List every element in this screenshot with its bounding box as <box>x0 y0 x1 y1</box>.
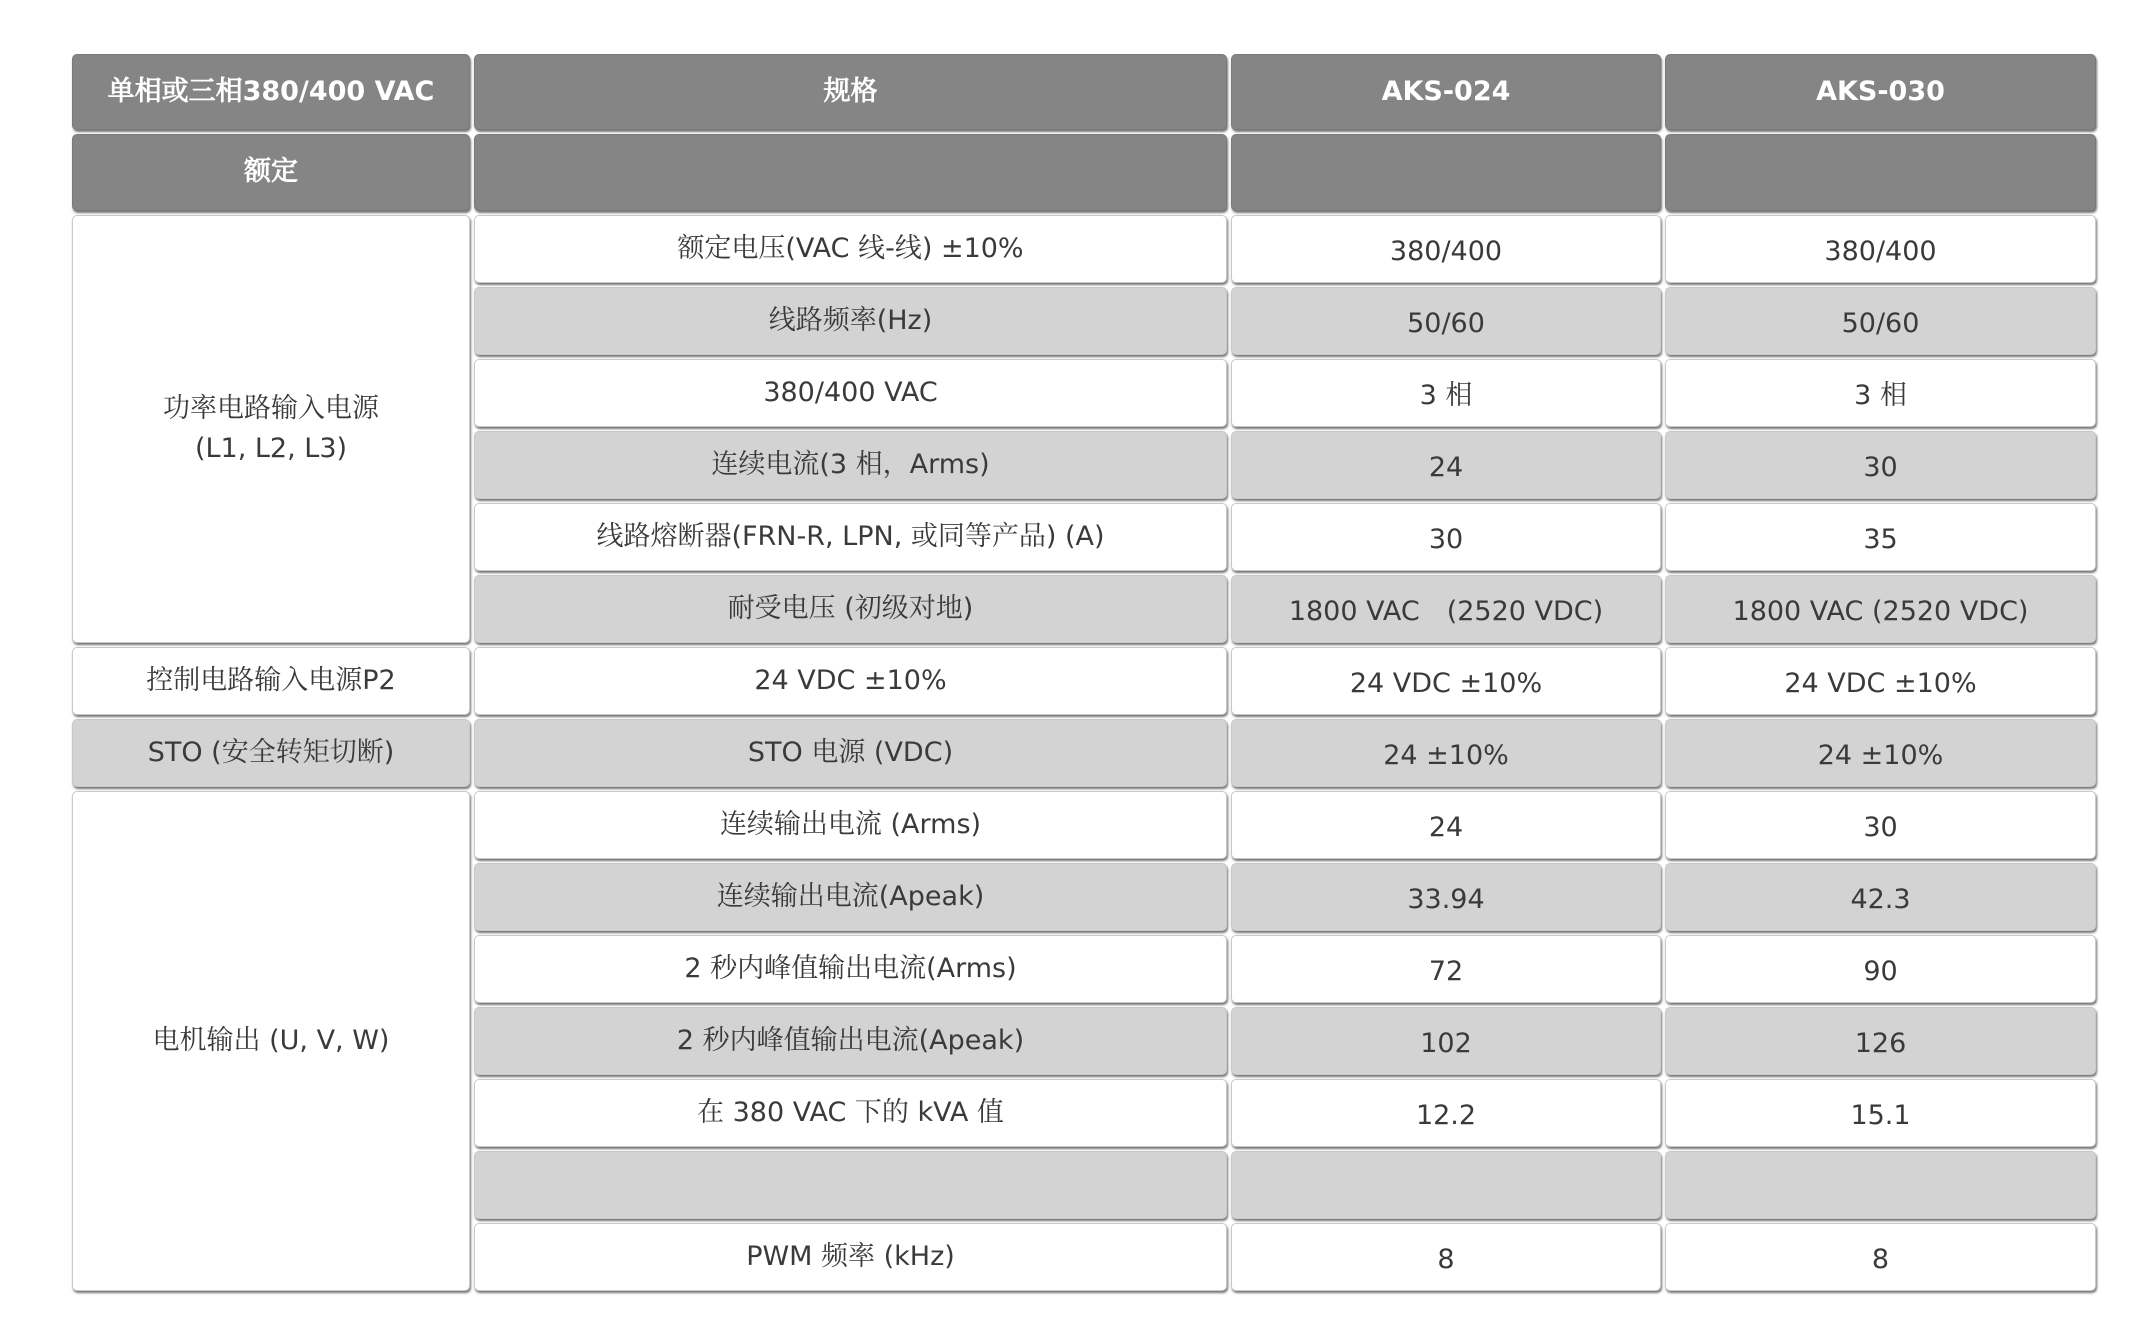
value-aks-024: 24 VDC ±10% <box>1231 647 1661 715</box>
header-blank <box>1665 134 2096 211</box>
spec-cell: 线路熔断器(FRN-R, LPN, 或同等产品) (A) <box>474 503 1227 571</box>
header-rated: 额定 <box>72 134 470 211</box>
header-voltage-class: 单相或三相380/400 VAC <box>72 54 470 130</box>
value-aks-024: 24 ±10% <box>1231 719 1661 787</box>
value-aks-024: 50/60 <box>1231 287 1661 355</box>
value-aks-030: 3 相 <box>1665 359 2096 427</box>
value-aks-024: 3 相 <box>1231 359 1661 427</box>
value-aks-030: 8 <box>1665 1223 2096 1291</box>
value-aks-030: 15.1 <box>1665 1079 2096 1147</box>
header-model-aks-030: AKS-030 <box>1665 54 2096 130</box>
value-aks-024: 12.2 <box>1231 1079 1661 1147</box>
value-aks-024: 30 <box>1231 503 1661 571</box>
spec-cell: 2 秒内峰值输出电流(Arms) <box>474 935 1227 1003</box>
spec-cell: 连续输出电流 (Arms) <box>474 791 1227 859</box>
value-aks-024 <box>1231 1151 1661 1219</box>
value-aks-030: 24 ±10% <box>1665 719 2096 787</box>
value-aks-030: 42.3 <box>1665 863 2096 931</box>
value-aks-030: 90 <box>1665 935 2096 1003</box>
value-aks-030: 1800 VAC (2520 VDC) <box>1665 575 2096 643</box>
spec-cell: 线路频率(Hz) <box>474 287 1227 355</box>
value-aks-024: 24 <box>1231 431 1661 499</box>
spec-cell: 2 秒内峰值输出电流(Apeak) <box>474 1007 1227 1075</box>
header-blank <box>474 134 1227 211</box>
value-aks-024: 8 <box>1231 1223 1661 1291</box>
spec-cell: 24 VDC ±10% <box>474 647 1227 715</box>
value-aks-024: 102 <box>1231 1007 1661 1075</box>
spec-cell: 连续电流(3 相，Arms) <box>474 431 1227 499</box>
value-aks-030: 380/400 <box>1665 215 2096 283</box>
value-aks-024: 33.94 <box>1231 863 1661 931</box>
spec-cell: STO 电源 (VDC) <box>474 719 1227 787</box>
header-blank <box>1231 134 1661 211</box>
group-sto: STO (安全转矩切断) <box>72 719 470 787</box>
value-aks-024: 380/400 <box>1231 215 1661 283</box>
value-aks-030 <box>1665 1151 2096 1219</box>
spec-cell: 380/400 VAC <box>474 359 1227 427</box>
value-aks-024: 1800 VAC (2520 VDC) <box>1231 575 1661 643</box>
value-aks-030: 50/60 <box>1665 287 2096 355</box>
group-control-input: 控制电路输入电源P2 <box>72 647 470 715</box>
value-aks-030: 35 <box>1665 503 2096 571</box>
header-spec: 规格 <box>474 54 1227 130</box>
header-model-aks-024: AKS-024 <box>1231 54 1661 130</box>
group-motor-output: 电机输出 (U, V, W) <box>72 791 470 1291</box>
spec-cell <box>474 1151 1227 1219</box>
value-aks-030: 126 <box>1665 1007 2096 1075</box>
spec-cell: 耐受电压 (初级对地) <box>474 575 1227 643</box>
spec-cell: 在 380 VAC 下的 kVA 值 <box>474 1079 1227 1147</box>
value-aks-030: 24 VDC ±10% <box>1665 647 2096 715</box>
spec-cell: PWM 频率 (kHz) <box>474 1223 1227 1291</box>
group-power-input: 功率电路输入电源 (L1, L2, L3) <box>72 215 470 643</box>
value-aks-024: 72 <box>1231 935 1661 1003</box>
spec-table <box>72 54 2060 1285</box>
value-aks-030: 30 <box>1665 791 2096 859</box>
spec-cell: 额定电压(VAC 线-线) ±10% <box>474 215 1227 283</box>
value-aks-024: 24 <box>1231 791 1661 859</box>
spec-cell: 连续输出电流(Apeak) <box>474 863 1227 931</box>
value-aks-030: 30 <box>1665 431 2096 499</box>
